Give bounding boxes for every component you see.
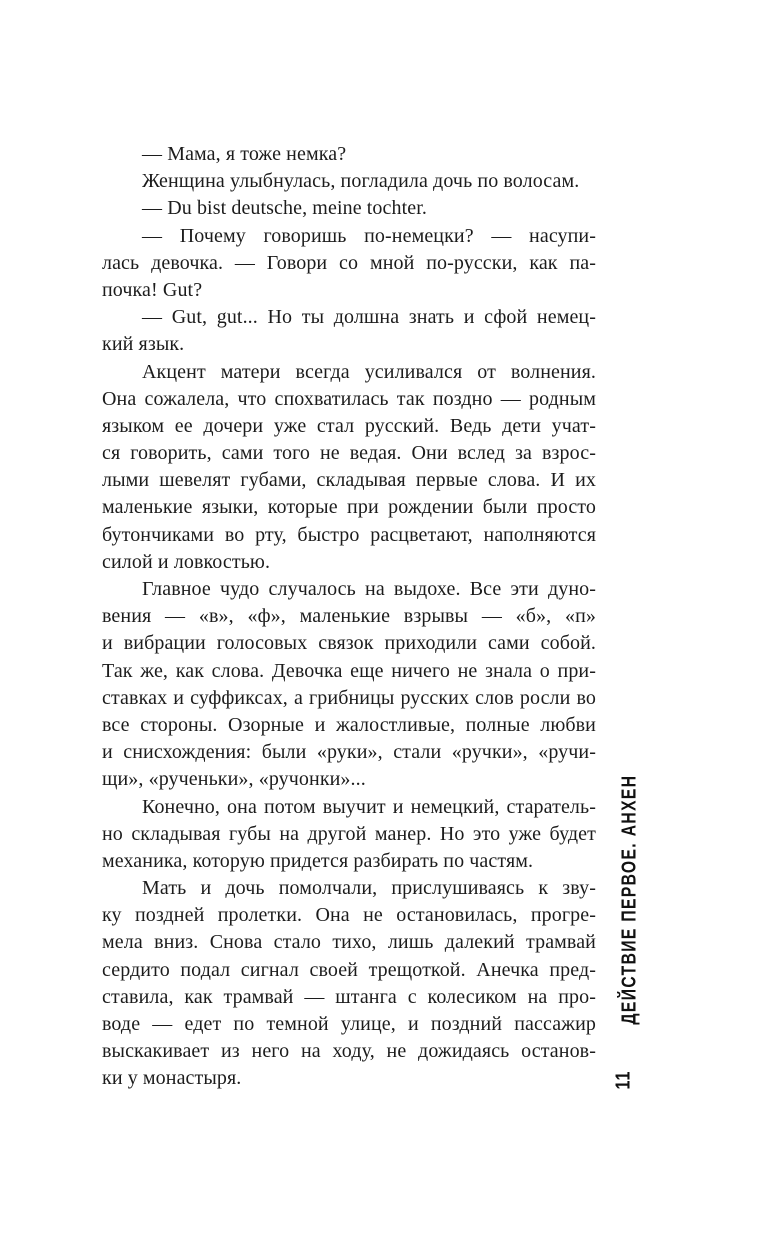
text-line: мела вниз. Снова стало тихо, лишь далекий трамвай [102,931,596,954]
paragraph [102,875,596,1093]
paragraph [102,195,596,222]
text-line: — Почему говоришь по-немецки? — насупи- [142,224,596,247]
text-line: ставила, как трамвай — штанга с колесиком на про- [102,985,596,1008]
text-line: выскакивает из него на ходу, не дожидаясь останов- [102,1040,596,1063]
paragraph [102,223,596,305]
vertical-running-title: ДЕЙСТВИЕ ПЕРВОЕ. АНХЕН [617,774,641,1025]
paragraph [102,576,596,794]
text-line: маленькие языки, которые при рождении были просто [102,496,596,519]
paragraph [102,168,596,195]
text-line: механика, которую придется разбирать по частям. [102,849,534,872]
text-line: лыми шевелят губами, складывая первые слова. И их [102,469,596,492]
text-block [102,141,596,1093]
text-line: Женщина улыбнулась, погладила дочь по волосам. [142,170,580,193]
text-line: Так же, как слова. Девочка еще ничего не знала о при- [102,659,596,682]
text-line: Она сожалела, что спохватилась так поздно — родным [102,387,596,410]
text-line: ку поздней пролетки. Она не остановилась, прогре- [102,904,596,927]
text-line: но складывая губы на другой манер. Но это уже будет [102,822,596,845]
text-line: ки у монастыря. [102,1067,242,1090]
paragraph [102,359,596,577]
paragraph [102,141,596,168]
text-line: языком ее дочери уже стал русский. Ведь дети учат- [102,414,596,437]
text-line: Мать и дочь помолчали, прислушиваясь к зву- [142,877,596,900]
text-line: Конечно, она потом выучит и немецкий, старатель- [142,795,596,818]
text-line: и снисхождения: были «руки», стали «ручки», «ручи- [102,741,596,764]
paragraph [102,304,596,358]
text-line: и вибрации голосовых связок приходили сами собой. [102,632,596,655]
page-number: 11 [611,1070,635,1090]
text-line: Акцент матери всегда усиливался от волнения. [142,360,596,383]
text-line: ся говорить, сами того не ведая. Они вслед за взрос- [102,442,596,465]
text-line: Главное чудо случалось на выдохе. Все эти дуно- [142,578,596,600]
text-line: ставках и суффиксах, а грибницы русских слов росли во [102,686,596,709]
paragraph [102,794,596,876]
text-line: воде — едет по темной улице, и поздний пассажир [102,1013,596,1035]
text-line: бутончиками во рту, быстро расцветают, наполняются [102,523,596,546]
text-line: лась девочка. — Говори со мной по-русски, как па- [102,251,596,274]
text-line: кий язык. [102,333,185,356]
text-line: вения — «в», «ф», маленькие взрывы — «б», «п» [102,605,596,628]
text-line: почка! Gut? [102,278,203,301]
text-line: щи», «рученьки», «ручонки»... [102,768,366,791]
text-line: — Du bist deutsche, meine tochter. [142,197,428,220]
text-line: — Мама, я тоже немка? [142,143,347,165]
text-line: — Gut, gut... Но ты долшна знать и сфой немец- [142,306,596,329]
text-line: все стороны. Озорные и жалостливые, полные любви [102,713,596,736]
text-line: сердито подал сигнал своей трещоткой. Анечка пред- [102,958,596,981]
text-line: силой и ловкостью. [102,550,271,573]
